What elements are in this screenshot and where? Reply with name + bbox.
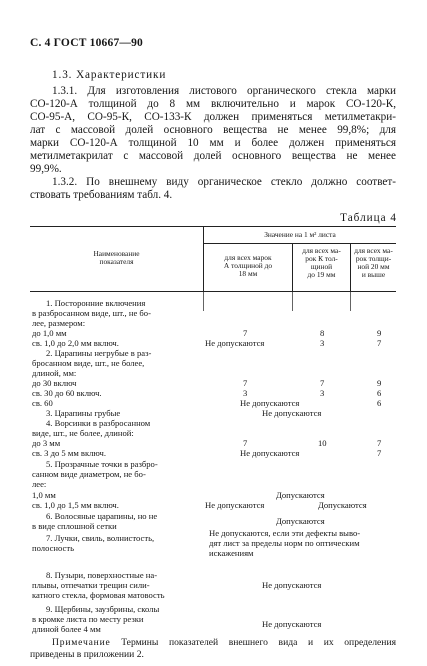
cell-a: 7 bbox=[243, 378, 248, 388]
col-header-group: Значение на 1 м² листа bbox=[264, 230, 336, 239]
cell-c: 6 bbox=[377, 388, 382, 398]
para-line: СО-95-А, СО-95-К, СО-133-К должен применяться метилметакри- bbox=[30, 111, 396, 123]
row-label: 5. Прозрачные точки в разбро- bbox=[46, 459, 158, 469]
cell-c: 9 bbox=[377, 328, 382, 338]
cell-c: 9 bbox=[377, 378, 382, 388]
row-label: в разбросанном виде, шт., не бо- bbox=[32, 308, 151, 318]
row-label: 4. Ворсинки в разбросанном bbox=[46, 418, 151, 428]
cell-b: 7 bbox=[320, 378, 325, 388]
cell-c: 6 bbox=[377, 398, 382, 408]
section-title: 1.3. Характеристики bbox=[52, 69, 167, 81]
note-label: Примечание bbox=[52, 637, 111, 648]
table-caption: Таблица 4 bbox=[340, 212, 397, 224]
row-label: св. 3 до 5 мм включ. bbox=[32, 448, 106, 458]
table-rule bbox=[30, 226, 396, 227]
row-label: до 1,0 мм bbox=[32, 328, 67, 338]
col-header-c: для всех ма- рок толщи- ной 20 мм и выше bbox=[354, 246, 393, 279]
cell-c: 7 bbox=[377, 448, 382, 458]
cell-b: 3 bbox=[320, 338, 325, 348]
cell-a: Не допускаются bbox=[205, 500, 265, 510]
cell-ab: Не допускаются bbox=[240, 398, 300, 408]
row-label: в кромке листа по месту резки bbox=[32, 614, 144, 624]
row-label: 1,0 мм bbox=[32, 490, 56, 500]
row-label: 3. Царапины грубые bbox=[46, 408, 121, 418]
cell-span: Допускаются bbox=[276, 490, 325, 500]
cell-span-l3: искажениям bbox=[209, 548, 254, 558]
cell-a: Не допускаются bbox=[205, 338, 265, 348]
row-label: катного стекла, формовая матовость bbox=[32, 590, 165, 600]
col-header-b: для всех ма- рок К тол- щиной до 19 мм bbox=[302, 246, 341, 279]
row-label: до 30 включ bbox=[32, 378, 77, 388]
row-label: св. 60 bbox=[32, 398, 53, 408]
row-label: 9. Щербины, заузбрины, сколы bbox=[46, 604, 160, 614]
cell-span: Не допускаются bbox=[262, 619, 322, 629]
row-label: виде, шт., не более, длиной: bbox=[32, 428, 134, 438]
para-line: 1.3.1. Для изготовления листового органического стекла марки bbox=[52, 85, 396, 97]
cell-a: 7 bbox=[243, 328, 248, 338]
cell-c: 7 bbox=[377, 338, 382, 348]
row-label: св. 30 до 60 включ. bbox=[32, 388, 102, 398]
row-label: в виде сплошной сетки bbox=[32, 521, 117, 531]
table-rule bbox=[203, 243, 396, 244]
cell-b: 3 bbox=[320, 388, 325, 398]
row-label: св. 1,0 до 1,5 мм включ. bbox=[32, 500, 119, 510]
row-label: 8. Пузыри, поверхностные на- bbox=[46, 570, 158, 580]
table-rule bbox=[30, 291, 396, 292]
cell-a: 3 bbox=[243, 388, 248, 398]
row-label: лее: bbox=[32, 479, 47, 489]
row-label: 7. Лучки, свиль, волнистость, bbox=[46, 533, 155, 543]
cell-a: 7 bbox=[243, 438, 248, 448]
row-label: 2. Царапины негрубые в раз- bbox=[46, 348, 152, 358]
row-label: 6. Волосяные царапины, но не bbox=[46, 511, 158, 521]
row-label: св. 1,0 до 2,0 мм включ. bbox=[32, 338, 119, 348]
para-line: СО-120-А толщиной до 8 мм включительно и марок СО-120-К, bbox=[30, 98, 396, 110]
cell-a: Не допускаются bbox=[240, 448, 300, 458]
col-header-a: для всех марок А толщиной до 18 мм bbox=[223, 253, 273, 278]
row-label: бросанном виде, шт., не более, bbox=[32, 358, 145, 368]
row-label: до 3 мм bbox=[32, 438, 61, 448]
table-rule bbox=[292, 291, 293, 311]
para-line: ствовать требованиям табл. 4. bbox=[30, 189, 173, 201]
cell-span-l1: Не допускаются, если эти дефекты выво- bbox=[209, 528, 361, 538]
para-line: марки СО-120-А толщиной 10 мм и более должен применяться bbox=[30, 137, 396, 149]
cell-b: 8 bbox=[320, 328, 325, 338]
cell-span: Допускаются bbox=[276, 516, 325, 526]
row-label: 1. Посторонние включения bbox=[46, 298, 146, 308]
cell-span: Не допускаются bbox=[262, 408, 322, 418]
cell-b: 10 bbox=[318, 438, 327, 448]
row-label: плывы, отпечатки трещин сили- bbox=[32, 580, 150, 590]
note-text-2: приведены в приложении 2. bbox=[30, 649, 144, 660]
para-line: лат с массовой долей основного вещества не менее 99,8%; для bbox=[30, 124, 396, 136]
cell-span: Не допускаются bbox=[262, 580, 322, 590]
row-label: полосность bbox=[32, 543, 74, 553]
table-rule bbox=[350, 291, 351, 311]
page-header: С. 4 ГОСТ 10667—90 bbox=[30, 37, 143, 49]
para-line: 1.3.2. По внешнему виду органическое стекло должно соответ- bbox=[52, 176, 396, 188]
col-header-param: Наименование показателя bbox=[93, 249, 140, 266]
table-note bbox=[30, 637, 396, 661]
row-label: длиной, мм: bbox=[32, 368, 77, 378]
para-line: 99,9%. bbox=[30, 163, 62, 175]
cell-bc: Допускаются bbox=[318, 500, 367, 510]
table-rule bbox=[203, 291, 204, 311]
cell-span-l2: дят лист за пределы норм по оптическим bbox=[209, 538, 360, 548]
note-text: Термины показателей внешнего вида и их определения bbox=[121, 637, 396, 648]
para-line: метилметакрилат с массовой долей основного вещества не менее bbox=[30, 150, 396, 162]
row-label: санном виде диаметром, не бо- bbox=[32, 469, 146, 479]
cell-c: 7 bbox=[377, 438, 382, 448]
row-label: длиной более 4 мм bbox=[32, 624, 101, 634]
row-label: лее, размером: bbox=[32, 318, 86, 328]
